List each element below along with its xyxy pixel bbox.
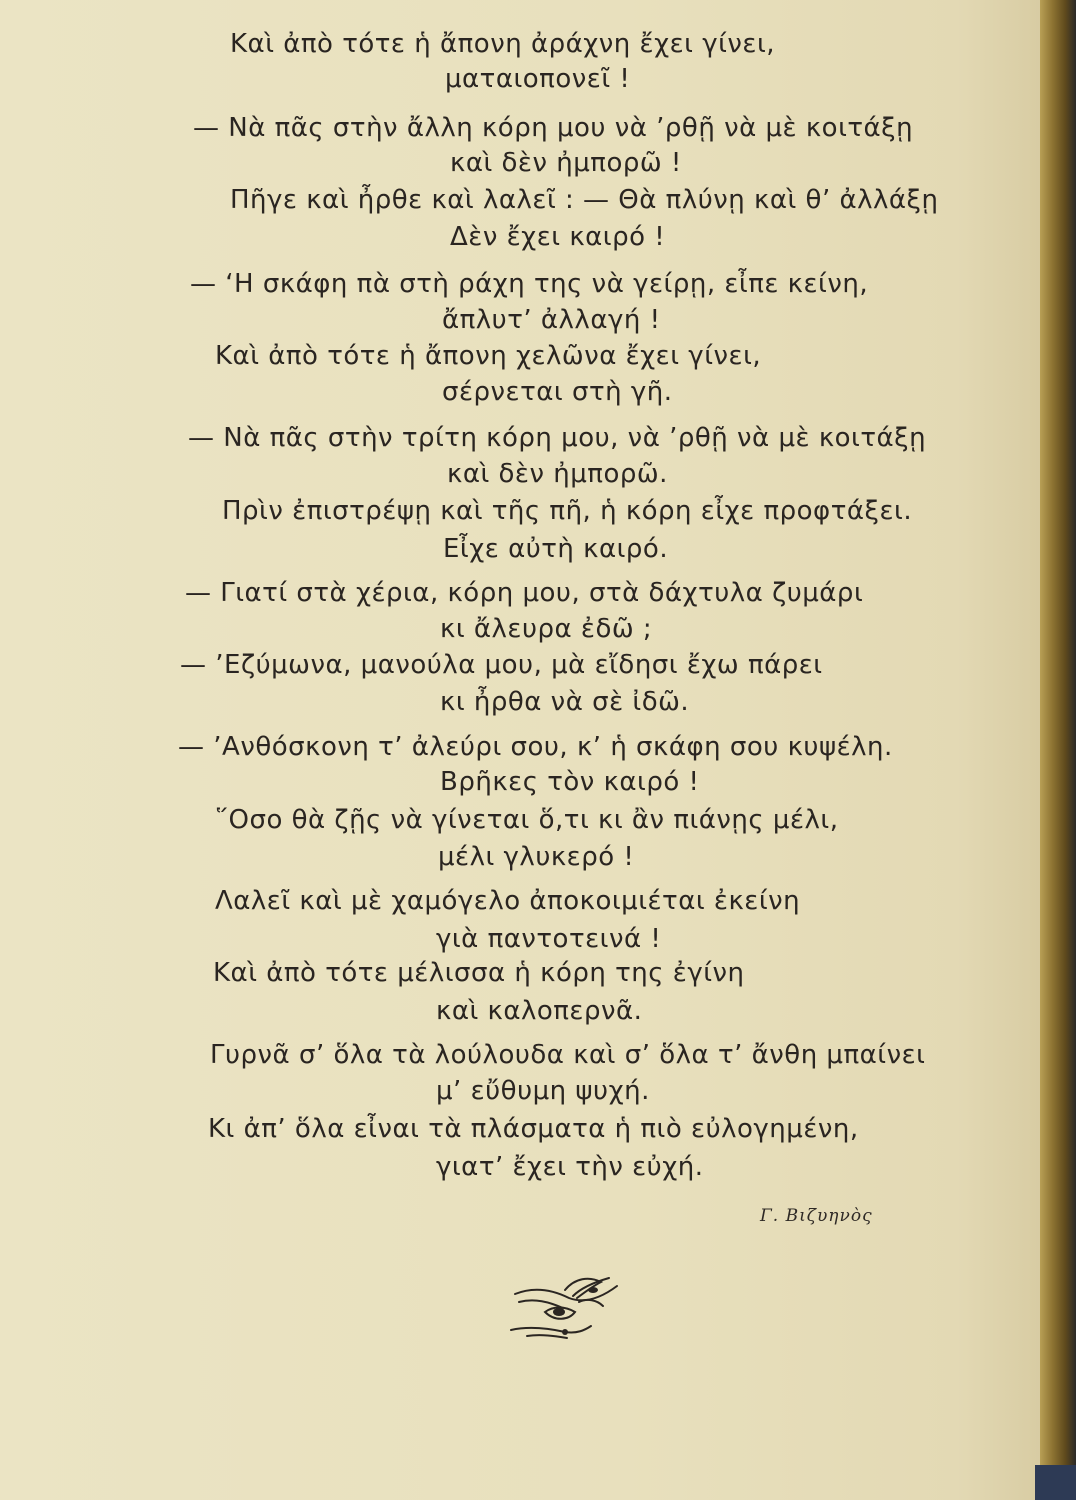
poem-line: — ’Ανθόσκονη τ’ ἀλεύρι σου, κ’ ἡ σκάφη σου κυψέλη. <box>178 732 893 762</box>
poem-line: Καὶ ἀπὸ τότε ἡ ἄπονη χελῶνα ἔχει γίνει, <box>215 341 762 371</box>
poem-line: — Γιατί στὰ χέρια, κόρη μου, στὰ δάχτυλα ζυμάρι <box>185 578 864 608</box>
poem-line: καὶ δὲν ἠμπορῶ. <box>447 459 668 489</box>
poem-line: Γυρνᾶ σ’ ὅλα τὰ λούλουδα καὶ σ’ ὅλα τ’ ἄνθη μπαίνει <box>210 1040 926 1070</box>
poem-line: καὶ δὲν ἠμπορῶ ! <box>450 148 682 178</box>
poem-line: — ’Εζύμωνα, μανούλα μου, μὰ εἴδησι ἔχω πάρει <box>180 650 823 680</box>
poem-line: μ’ εὔθυμη ψυχή. <box>436 1076 650 1106</box>
poem-line: γιατ’ ἔχει τὴν εὐχή. <box>436 1152 704 1182</box>
book-cover-corner <box>1035 1465 1076 1500</box>
poem-line: Καὶ ἀπὸ τότε ἡ ἄπονη ἀράχνη ἔχει γίνει, <box>230 29 776 59</box>
poem-line: καὶ καλοπερνᾶ. <box>436 996 643 1026</box>
poem-line: — Νὰ πᾶς στὴν τρίτη κόρη μου, νὰ ’ρθῇ νὰ μὲ κοιτάξῃ <box>188 423 927 453</box>
poem-line: γιὰ παντοτεινά ! <box>436 924 662 954</box>
poem-line: Πρὶν ἐπιστρέψῃ καὶ τῆς πῆ, ἡ κόρη εἶχε προφτάξει. <box>222 496 913 526</box>
poem-line: ῞Οσο θὰ ζῇς νὰ γίνεται ὅ,τι κι ἂν πιάνῃς μέλι, <box>215 805 839 835</box>
poem-line: Πῆγε καὶ ἦρθε καὶ λαλεῖ : — Θὰ πλύνῃ καὶ θ’ ἀλλάξῃ <box>230 185 939 215</box>
bee-vignette-icon <box>505 1268 635 1344</box>
poem-line: μέλι γλυκερό ! <box>438 842 635 872</box>
poem-line: Βρῆκες τὸν καιρό ! <box>440 767 700 797</box>
author-signature: Γ. Βιζυηνὸς <box>760 1206 873 1226</box>
poem-line: σέρνεται στὴ γῆ. <box>442 377 673 407</box>
poem-line: κι ἦρθα νὰ σὲ ἰδῶ. <box>440 687 690 717</box>
poem-line: Δὲν ἔχει καιρό ! <box>450 222 666 252</box>
poem-line: Εἶχε αὐτὴ καιρό. <box>443 534 669 564</box>
poem-line: Καὶ ἀπὸ τότε μέλισσα ἡ κόρη της ἐγίνη <box>213 958 745 988</box>
poem-line: κι ἄλευρα ἐδῶ ; <box>440 614 653 644</box>
poem-line: ματαιοπονεῖ ! <box>445 64 631 94</box>
book-binding-edge <box>1040 0 1076 1500</box>
poem-line: — ‘Η σκάφη πὰ στὴ ράχη της νὰ γείρῃ, εἶπε κείνη, <box>190 269 869 299</box>
poem-line: ἄπλυτ’ ἀλλαγή ! <box>442 305 661 335</box>
poem-line: Κι ἀπ’ ὅλα εἶναι τὰ πλάσματα ἡ πιὸ εὐλογημένη, <box>208 1114 859 1144</box>
poem-line: Λαλεῖ καὶ μὲ χαμόγελο ἀποκοιμιέται ἐκείνη <box>215 886 801 916</box>
poem-line: — Νὰ πᾶς στὴν ἄλλη κόρη μου νὰ ’ρθῇ νὰ μὲ κοιτάξῃ <box>193 113 914 143</box>
